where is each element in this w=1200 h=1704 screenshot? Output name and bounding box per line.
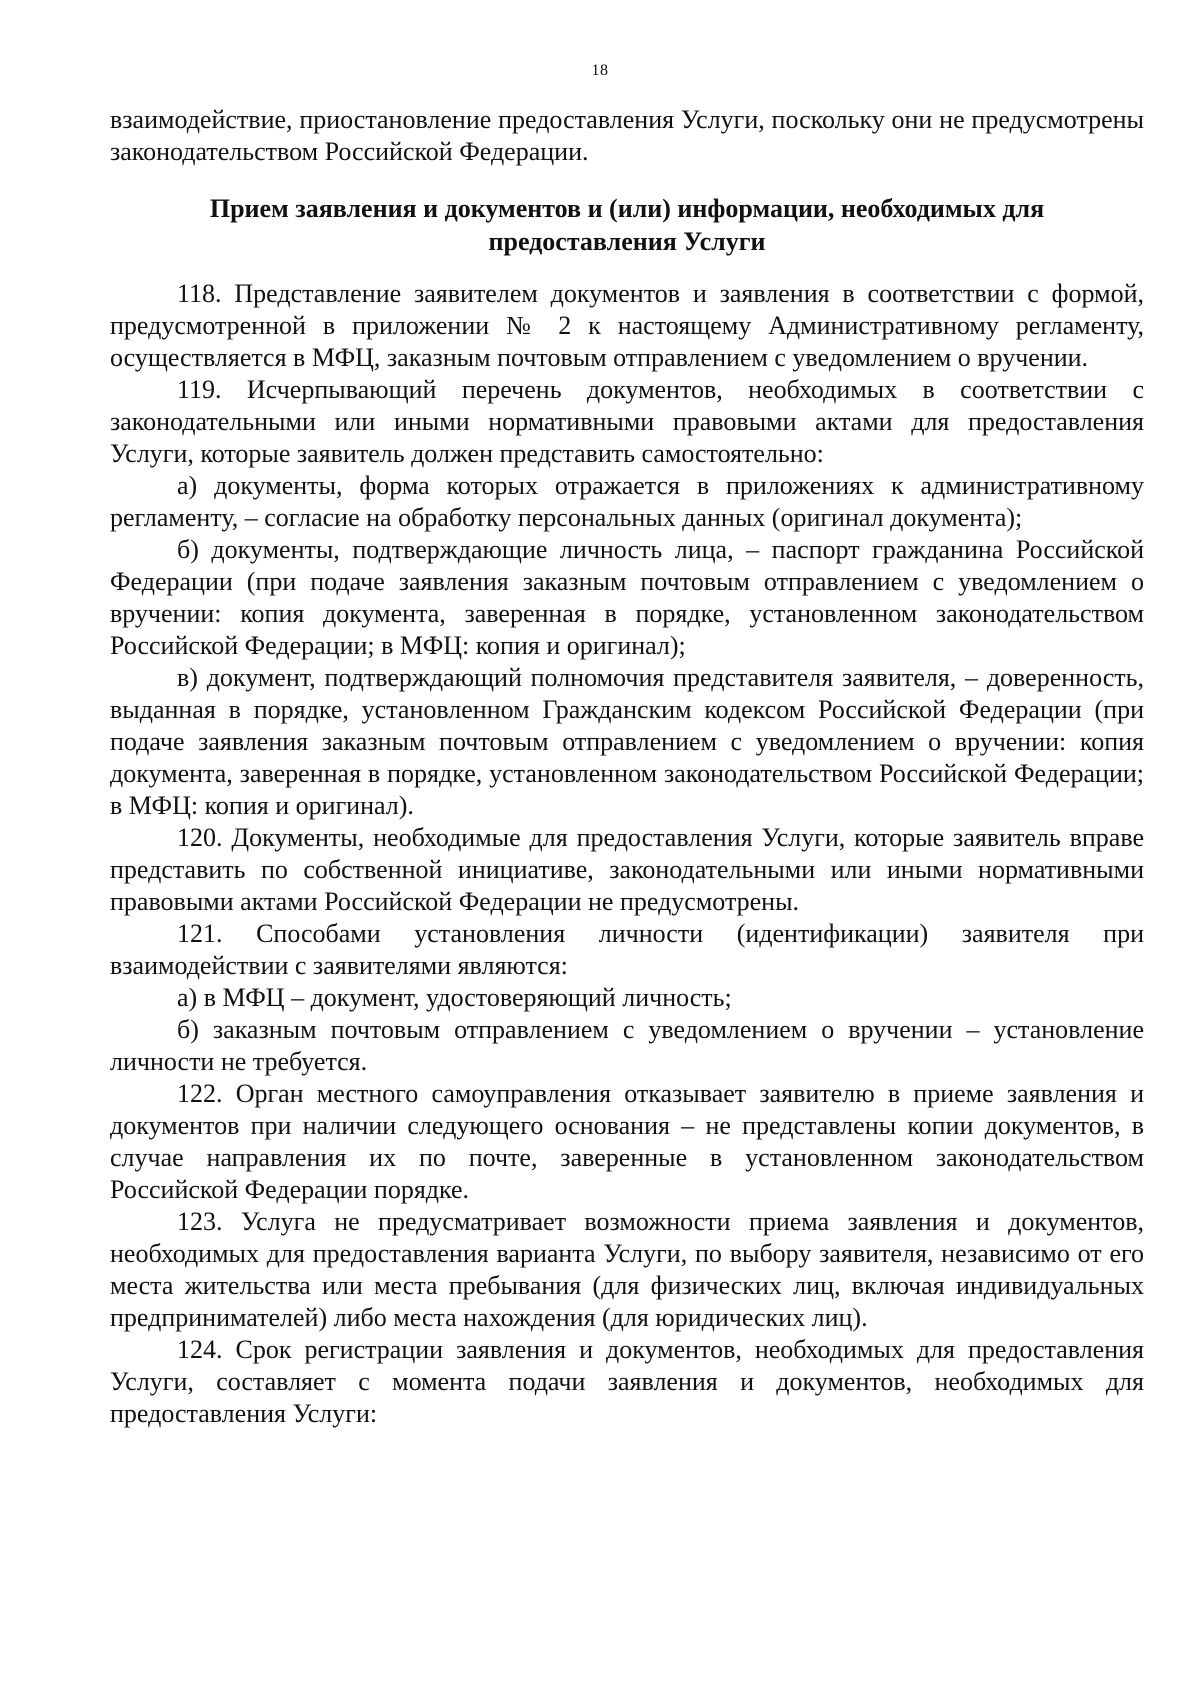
intro-paragraph: взаимодействие, приостановление предоставления Услуги, поскольку они не предусмотрены законодательством Российской Федерации. bbox=[110, 105, 1144, 166]
document-body bbox=[110, 104, 1144, 1430]
paragraph-121-item-a: а) в МФЦ – документ, удостоверяющий личность; bbox=[177, 983, 732, 1012]
paragraph-122: 122. Орган местного самоуправления отказывает заявителю в приеме заявления и документов при наличии следующего основания – не представлены копии документов, в случае направления их по почте, заверенные в установленном законодательством Российской Федерации порядке. bbox=[110, 1079, 1144, 1204]
section-heading-line-2: предоставления Услуги bbox=[488, 227, 766, 256]
section-heading-line-1: Прием заявления и документов и (или) информации, необходимых для bbox=[209, 194, 1045, 223]
page-number: 18 bbox=[591, 62, 609, 79]
paragraph-124: 124. Срок регистрации заявления и документов, необходимых для предоставления Услуги, составляет с момента подачи заявления и документов, необходимых для предоставления Услуги: bbox=[110, 1335, 1144, 1428]
paragraph-121: 121. Способами установления личности (идентификации) заявителя при взаимодействии с заявителями являются: bbox=[110, 919, 1144, 980]
paragraph-119-item-v: в) документ, подтверждающий полномочия представителя заявителя, – доверенность, выданная в порядке, установленном Гражданским кодексом Российской Федерации (при подаче заявления заказным почтовым отправлением с уведомлением о вручении: копия документа, заверенная в порядке, установленном законодательством Российской Федерации; в МФЦ: копия и оригинал). bbox=[110, 663, 1144, 820]
paragraph-118: 118. Представление заявителем документов и заявления в соответствии с формой, предусмотренной в приложении № 2 к настоящему Административному регламенту, осуществляется в МФЦ, заказным почтовым отправлением с уведомлением о вручении. bbox=[110, 279, 1144, 372]
section-heading bbox=[110, 192, 1144, 258]
paragraph-123: 123. Услуга не предусматривает возможности приема заявления и документов, необходимых для предоставления варианта Услуги, по выбору заявителя, независимо от его места жительства или места пребывания (для физических лиц, включая индивидуальных предпринимателей) либо места нахождения (для юридических лиц). bbox=[110, 1207, 1144, 1332]
paragraph-120: 120. Документы, необходимые для предоставления Услуги, которые заявитель вправе представить по собственной инициативе, законодательными или иными нормативными правовыми актами Российской Федерации не предусмотрены. bbox=[110, 823, 1144, 916]
paragraph-121-item-b: б) заказным почтовым отправлением с уведомлением о вручении – установление личности не требуется. bbox=[110, 1015, 1144, 1076]
paragraph-119-item-b: б) документы, подтверждающие личность лица, – паспорт гражданина Российской Федерации (при подаче заявления заказным почтовым отправлением с уведомлением о вручении: копия документа, заверенная в порядке, установленном законодательством Российской Федерации; в МФЦ: копия и оригинал); bbox=[110, 535, 1144, 660]
paragraph-119: 119. Исчерпывающий перечень документов, необходимых в соответствии с законодательными или иными нормативными правовыми актами для предоставления Услуги, которые заявитель должен представить самостоятельно: bbox=[110, 375, 1144, 468]
paragraph-119-item-a: а) документы, форма которых отражается в приложениях к административному регламенту, – согласие на обработку персональных данных (оригинал документа); bbox=[110, 471, 1144, 532]
